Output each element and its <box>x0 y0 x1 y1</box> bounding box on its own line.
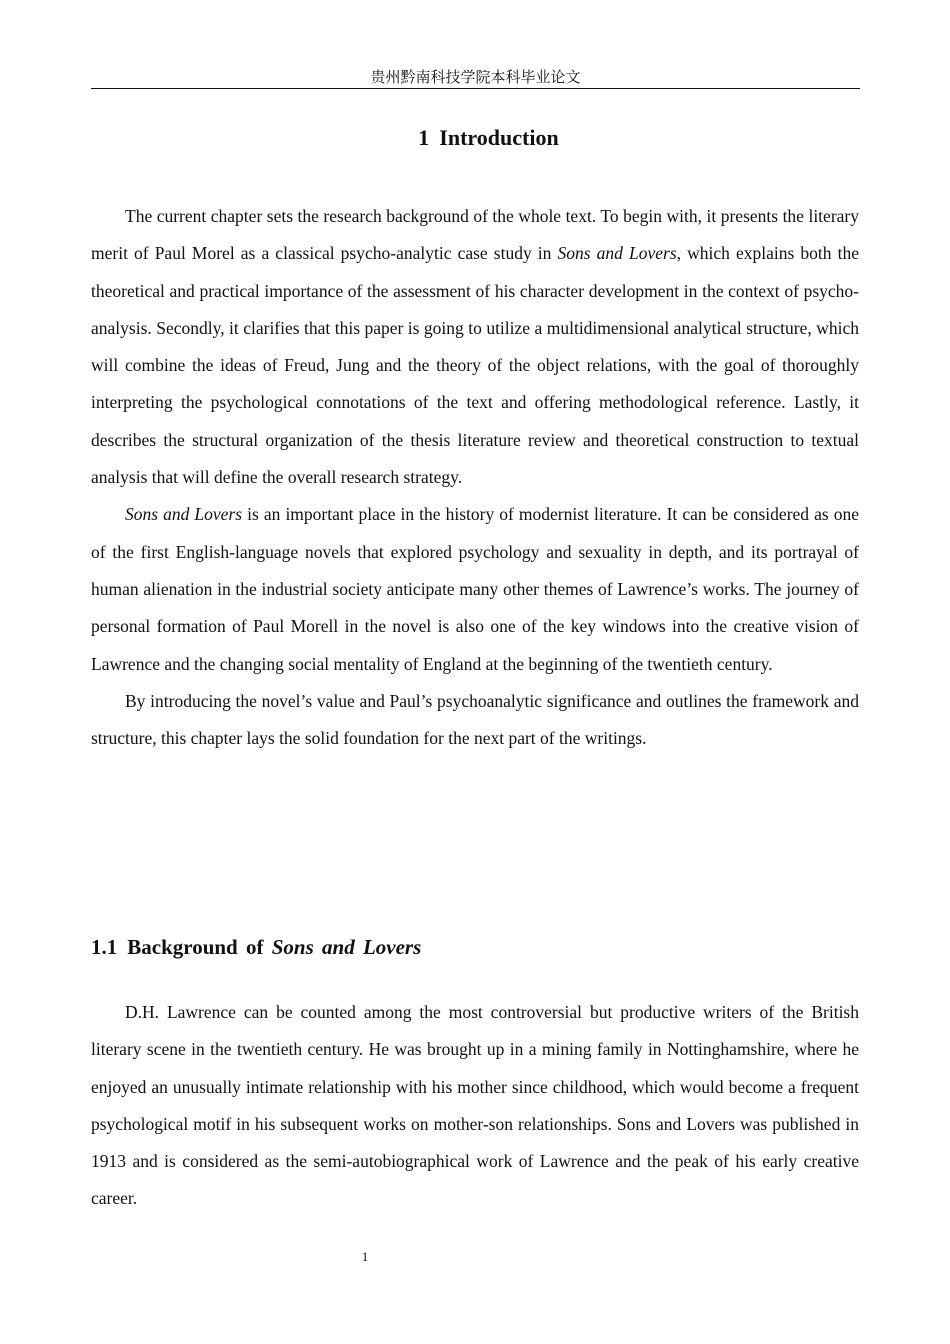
intro-paragraph-3: By introducing the novel’s value and Paul’s psychoanalytic significance and outlines the framework and structure, this chapter lays the solid foundation for the next part of the writings. <box>91 690 859 749</box>
chapter-number: 1 <box>418 125 430 150</box>
running-header: 贵州黔南科技学院本科毕业论文 <box>91 66 860 89</box>
book-title-italic: Sons and Lovers <box>557 243 677 264</box>
section-title-italic: Sons and Lovers <box>271 935 422 959</box>
section-number: 1.1 <box>91 935 118 959</box>
chapter-title-text: Introduction <box>439 125 559 150</box>
page-number: 1 <box>361 1249 369 1264</box>
chapter-title <box>91 122 886 154</box>
background-body <box>91 994 859 1218</box>
intro-paragraph-2 <box>91 496 859 682</box>
intro-p1-text-b: , which explains both the theoretical and practical importance of the assessment of his character development in the context of psycho-analysis. Secondly, it clarifies that this paper is going to utilize a multidimensional analytical structure, which will combine the ideas of Freud, Jung and the theory of the object relations, with the goal of thoroughly interpreting the psychological connotations of the text and offering methodological reference. Lastly, it describes the structural organization of the thesis literature review and theoretical construction to textual analysis that will define the overall research strategy. <box>91 243 860 488</box>
intro-paragraph-1 <box>91 198 859 496</box>
intro-p2-text: is an important place in the history of modernist literature. It can be considered as one of the first English-language novels that explored psychology and sexuality in depth, and its portrayal of human alienation in the industrial society anticipate many other themes of Lawrence’s works. The journey of personal formation of Paul Morell in the novel is also one of the key windows into the creative vision of Lawrence and the changing social mentality of England at the beginning of the twentieth century. <box>91 504 859 674</box>
introduction-body <box>91 198 859 757</box>
section-title-text: Background of <box>127 935 272 959</box>
intro-p1-text-a: The current chapter sets the research background of the whole text. To begin with, it presents the literary merit of Paul Morel as a classical psycho-analytic case study in <box>91 206 859 264</box>
section-heading <box>91 931 421 963</box>
book-title-italic: Sons and Lovers <box>125 504 243 525</box>
background-paragraph-1: D.H. Lawrence can be counted among the most controversial but productive writers of the British literary scene in the twentieth century. He was brought up in a mining family in Nottinghamshire, where he enjoyed an unusually intimate relationship with his mother since childhood, which would become a frequent psychological motif in his subsequent works on mother-son relationships. Sons and Lovers was published in 1913 and is considered as the semi-autobiographical work of Lawrence and the peak of his early creative career. <box>91 1002 859 1209</box>
